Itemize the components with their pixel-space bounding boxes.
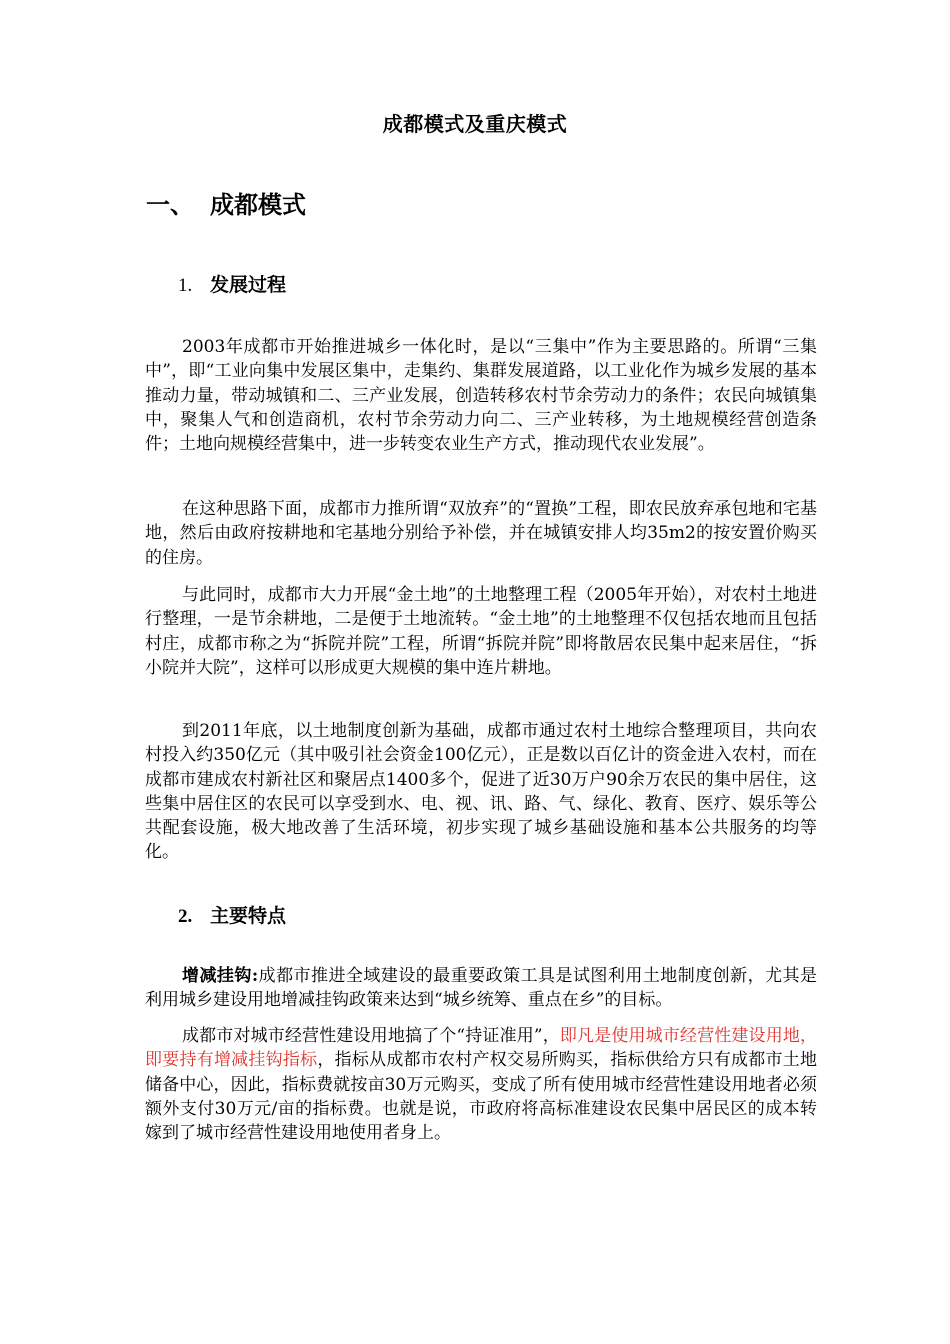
section-heading-chengdu [146,185,306,220]
paragraph-increase-decrease-link [145,964,817,1013]
subsection-heading-features [178,901,286,928]
paragraph-body: 成都市推进全域建设的最重要政策工具是试图利用土地制度创新，尤其是利用城乡建设用地增减挂钩政策来达到“城乡统筹、重点在乡”的目标。 [145,966,818,1011]
subsection-heading-development [178,270,286,297]
paragraph-double-abandon: 在这种思路下面，成都市力推所谓“双放弃”的“置换”工程，即农民放弃承包地和宅基地，然后由政府按耕地和宅基地分别给予补偿，并在城镇安排人均35m2的按安置价购买的住房。 [145,499,817,568]
paragraph-2011-investment: 到2011年底，以土地制度创新为基础，成都市通过农村土地综合整理项目，共向农村投入约350亿元（其中吸引社会资金100亿元），正是数以百亿计的资金进入农村，而在成都市建成农村新社区和聚居点1400多个，促进了近30万户90余万农民的集中居住，这些集中居住区的农民可以享受到水、电、视、讯、路、气、绿化、教育、医疗、娱乐等公共配套设施，极大地改善了生活环境，初步实现了城乡基础设施和基本公共服务的均等化。 [145,721,817,863]
section-number: 一、 [146,190,194,219]
paragraph-lead-term: 增减挂钩: [182,966,259,986]
section-title: 成都模式 [210,190,306,219]
highlighted-text: 即凡是使用城市经营性建设用地，即要持有增减挂钩指标 [145,1026,817,1071]
document-title: 成都模式及重庆模式 [382,112,568,136]
paragraph-text-after: ，指标从成都市农村产权交易所购买，指标供给方只有成都市土地储备中心，因此，指标费就按亩30万元购买，变成了所有使用城市经营性建设用地者必须额外支付30万元/亩的指标费。也就是说，市政府将高标准建设农民集中居民区的成本转嫁到了城市经营性建设用地使用者身上。 [145,1050,818,1144]
subsection-title: 主要特点 [210,905,287,927]
subsection-number: 2. [178,906,193,927]
paragraph-three-concentrations: 2003年成都市开始推进城乡一体化时，是以“三集中”作为主要思路的。所谓“三集中”，即“工业向集中发展区集中，走集约、集群发展道路，以工业化作为城乡发展的基本推动力量，带动城镇和二、三产业发展，创造转移农村节余劳动力的条件；农民向城镇集中，聚集人气和创造商机，农村节余劳动力向二、三产业转移，为土地规模经营创造条件；土地向规模经营集中，进一步转变农业生产方式，推动现代农业发展”。 [145,337,817,455]
paragraph-quota-fee [145,1024,817,1145]
subsection-number: 1. [178,275,193,296]
paragraph-golden-land: 与此同时，成都市大力开展“金土地”的土地整理工程（2005年开始），对农村土地进行整理，一是节余耕地，二是便于土地流转。“金土地”的土地整理不仅包括农地而且包括村庄，成都市称之为“拆院并院”工程，所谓“拆院并院”即将散居农民集中起来居住，“拆小院并大院”，这样可以形成更大规模的集中连片耕地。 [145,585,817,678]
paragraph-text-before: 成都市对城市经营性建设用地搞了个“持证准用”， [182,1026,560,1046]
subsection-title: 发展过程 [210,274,287,296]
